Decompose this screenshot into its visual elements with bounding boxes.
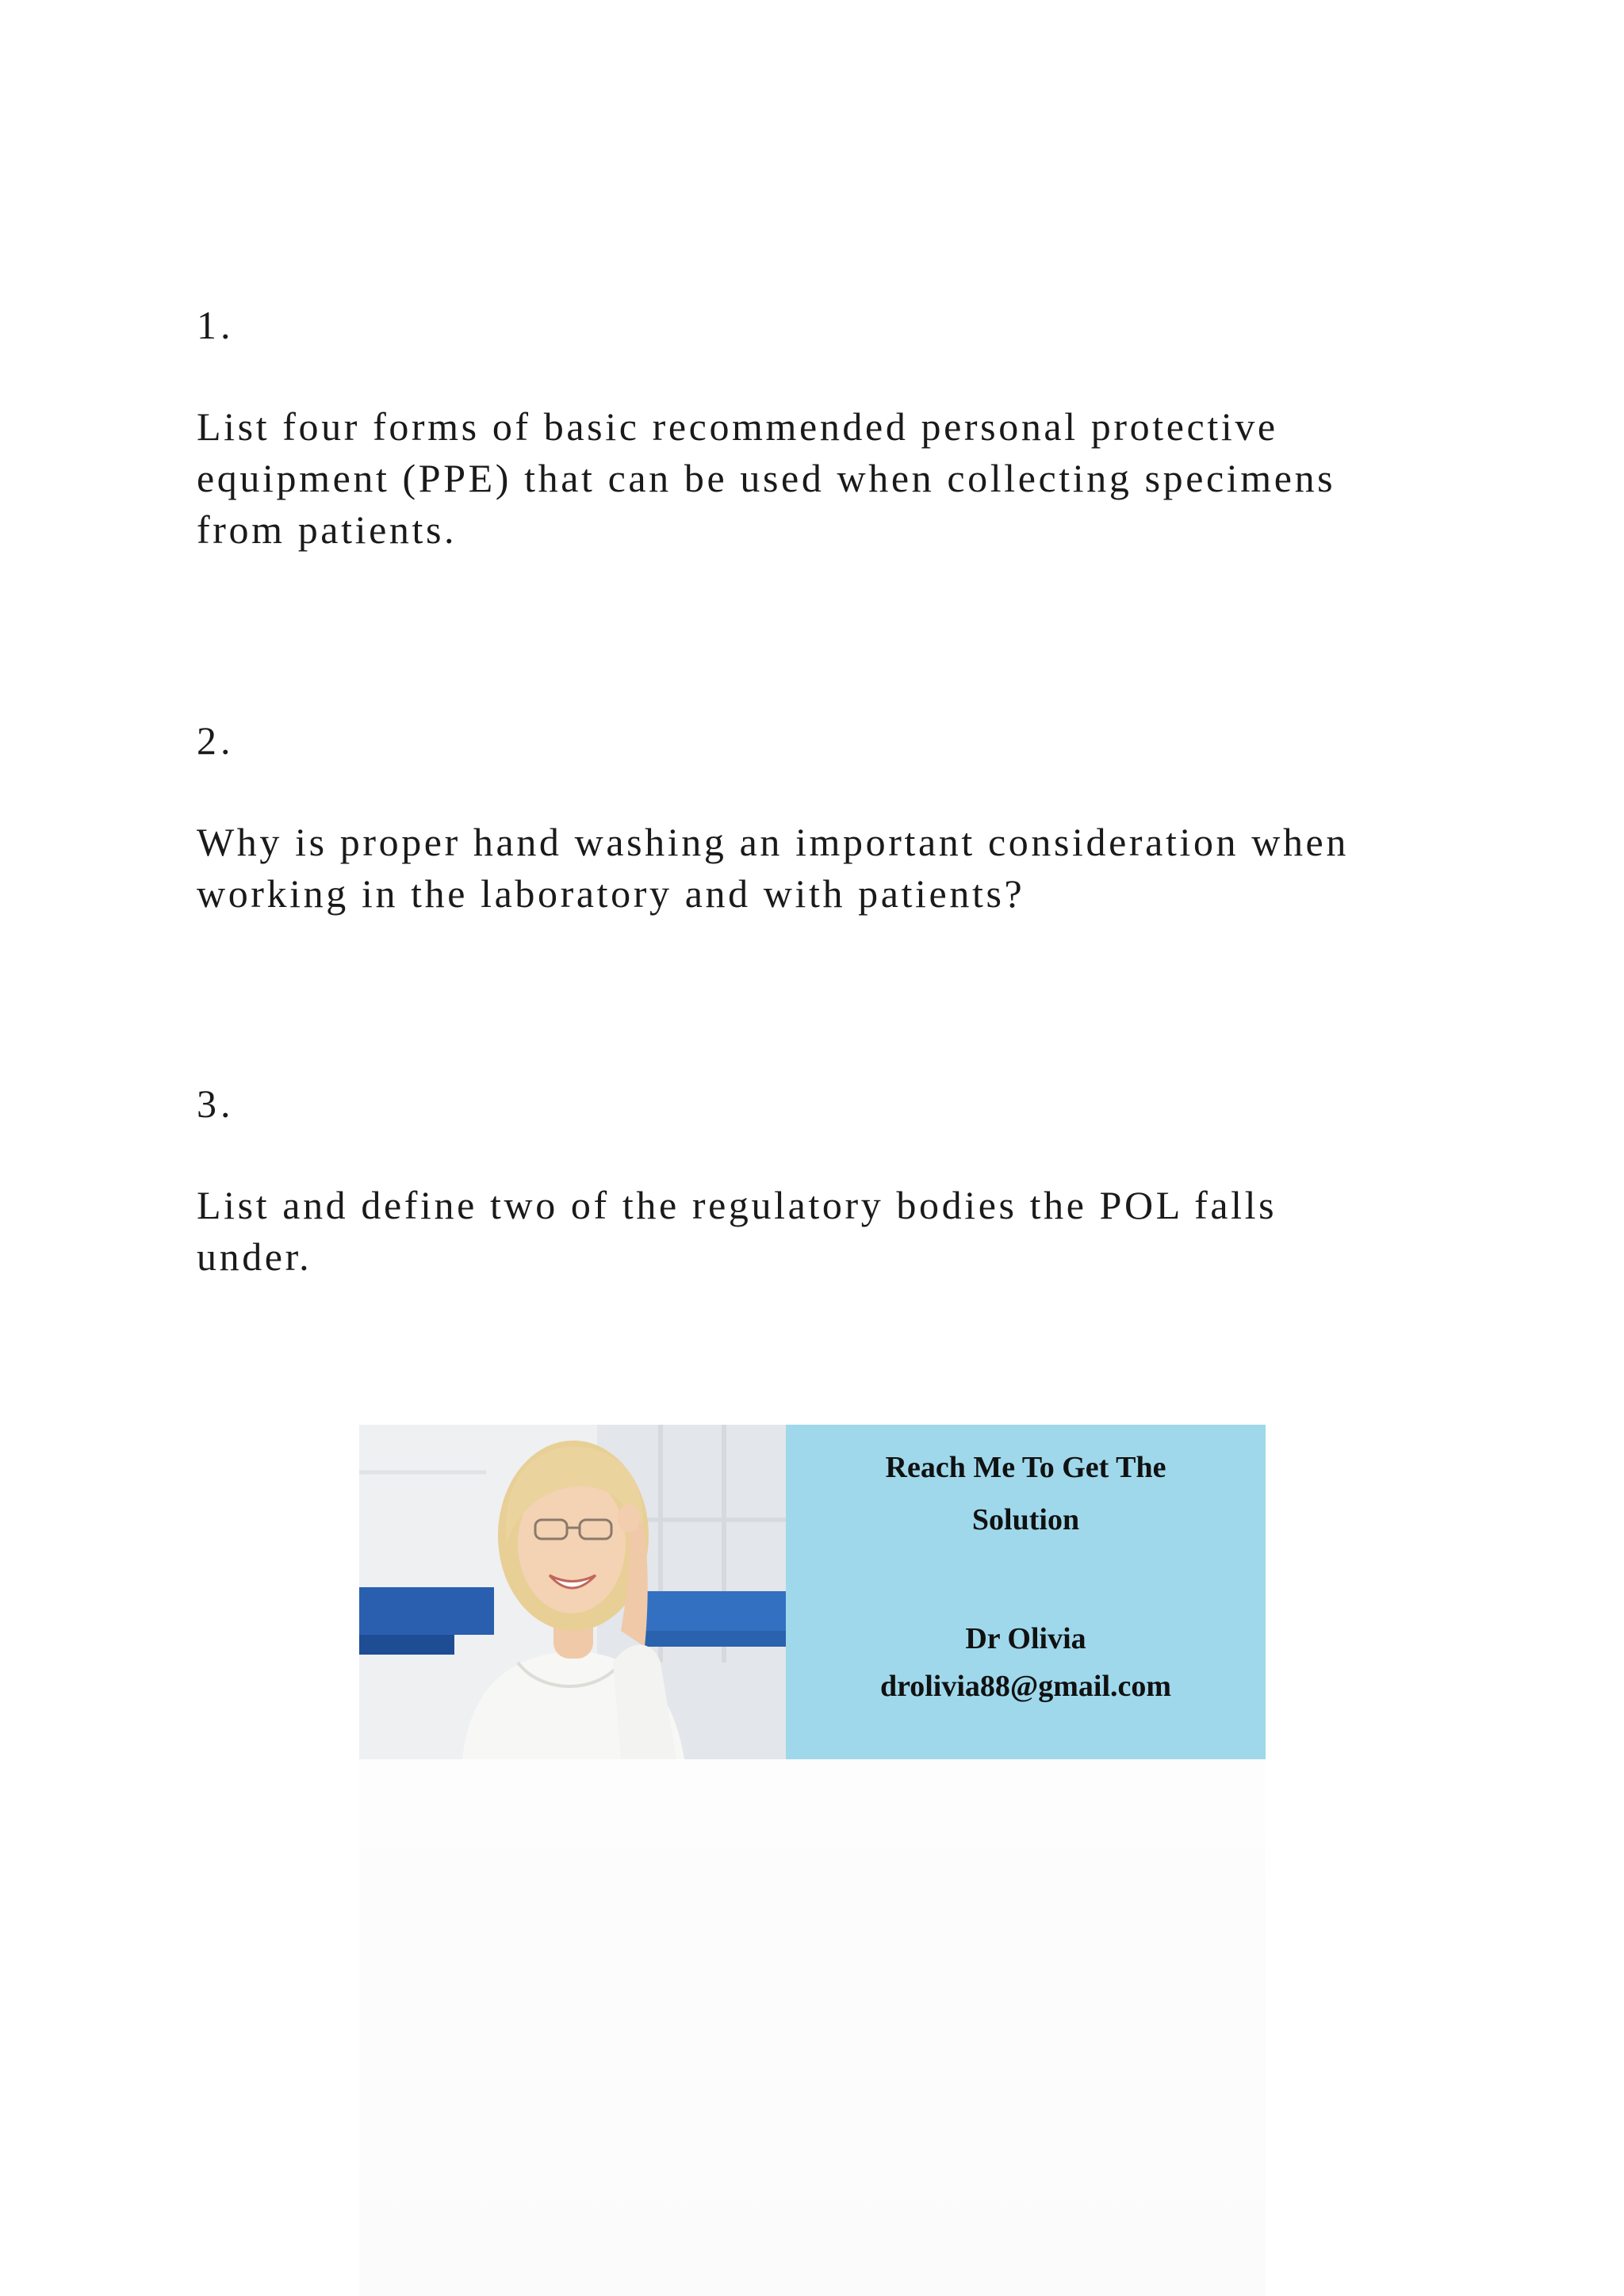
question-number: 1. <box>197 303 235 347</box>
contact-banner <box>359 1425 1266 1759</box>
question-3 <box>197 1077 1434 1283</box>
banner-photo <box>359 1425 786 1759</box>
contact-name: Dr Olivia <box>965 1622 1086 1655</box>
banner-heading-line1: Reach Me To Get The <box>885 1451 1166 1484</box>
question-1 <box>197 299 1434 556</box>
banner-shadow-area <box>359 1759 1266 2296</box>
question-text: Why is proper hand washing an important consideration when working in the laboratory and with patients? <box>197 820 1349 916</box>
question-number: 2. <box>197 718 235 763</box>
question-number: 3. <box>197 1081 235 1126</box>
question-2 <box>197 714 1434 920</box>
contact-info-panel <box>786 1425 1266 1759</box>
question-text: List and define two of the regulatory bodies the POL falls under. <box>197 1183 1277 1279</box>
woman-photo-illustration <box>359 1425 786 1759</box>
banner-heading-line2: Solution <box>971 1503 1080 1536</box>
contact-email[interactable]: drolivia88@gmail.com <box>879 1670 1172 1703</box>
question-text: List four forms of basic recommended personal protective equipment (PPE) that can be used when collecting specimens from patients. <box>197 404 1336 552</box>
